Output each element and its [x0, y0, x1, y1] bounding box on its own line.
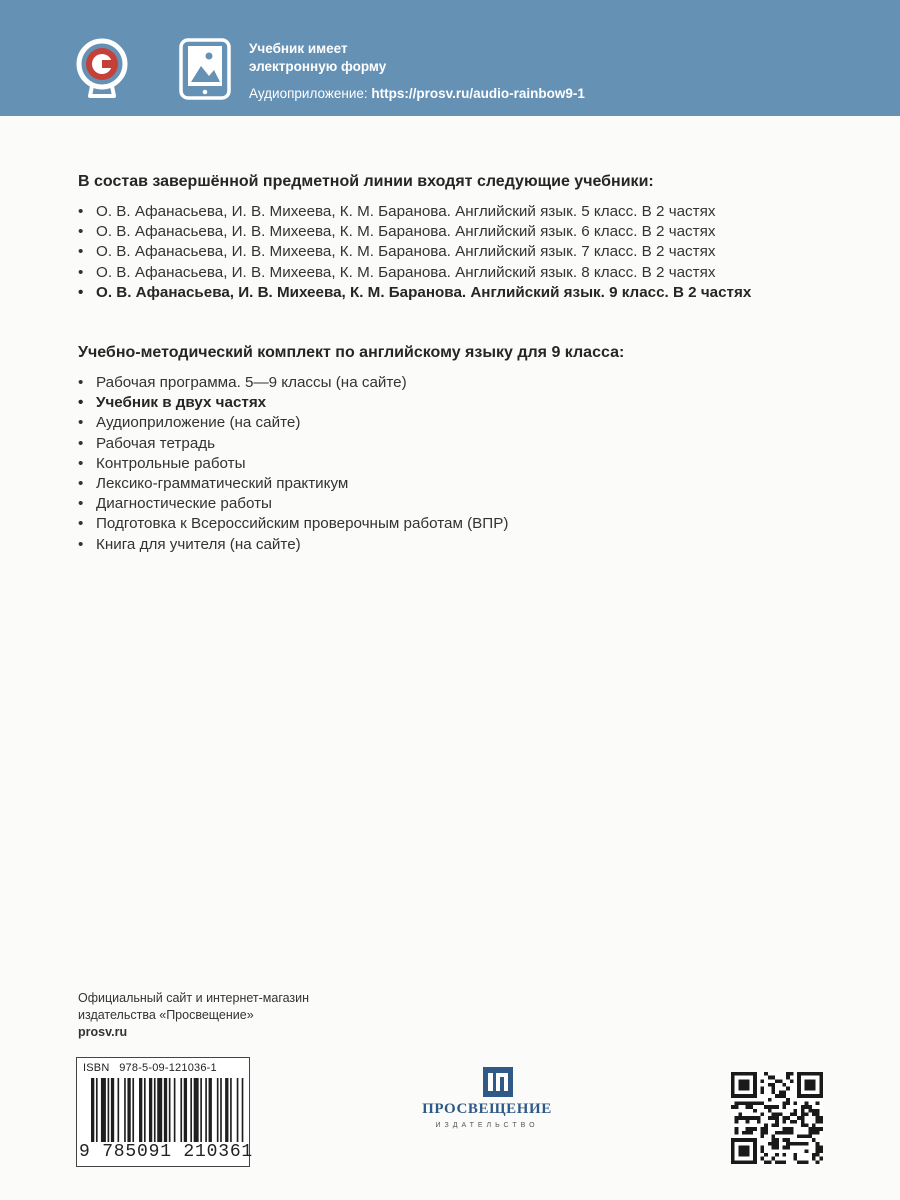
bullet-icon: • [78, 475, 84, 493]
isbn-barcode [76, 1057, 254, 1167]
bullet-icon: • [78, 515, 84, 533]
electronic-form-note [249, 40, 386, 76]
bullet-icon: • [78, 394, 84, 412]
list-item [78, 222, 868, 242]
barcode-digits: 9 785091 210361 [79, 1142, 254, 1162]
electronic-form-logo-icon [76, 38, 128, 98]
bullet-icon: • [78, 414, 84, 432]
audio-app-line [249, 86, 585, 101]
bullet-icon: • [78, 495, 84, 513]
list-item-text: О. В. Афанасьева, И. В. Михеева, К. М. Баранова. Английский язык. 6 класс. В 2 частях [96, 223, 716, 241]
list-item [78, 242, 868, 262]
list-item-text: Рабочая тетрадь [96, 434, 216, 452]
kit-list [78, 373, 868, 555]
list-item [78, 283, 868, 303]
list-item-text: Книга для учителя (на сайте) [96, 535, 301, 553]
list-item [78, 494, 868, 514]
list-item-text: Диагностические работы [96, 495, 272, 513]
publisher-site-link[interactable]: prosv.ru [78, 1025, 128, 1039]
series-heading: В состав завершённой предметной линии входят следующие учебники: [78, 173, 654, 190]
list-item [78, 514, 868, 534]
publisher-site-note [78, 990, 309, 1041]
audio-label: Аудиоприложение: [249, 86, 372, 101]
ef-line-2: электронную форму [249, 59, 387, 74]
list-item [78, 454, 868, 474]
header-band [0, 0, 900, 116]
list-item [78, 535, 868, 555]
isbn-label: ISBN 978-5-09-121036-1 [83, 1062, 217, 1074]
bullet-icon: • [78, 243, 84, 261]
bullet-icon: • [78, 223, 84, 241]
publisher-subtitle: ИЗДАТЕЛЬСТВО [435, 1122, 539, 1129]
bullet-icon: • [78, 454, 84, 472]
bullet-icon: • [78, 535, 84, 553]
list-item-text: О. В. Афанасьева, И. В. Михеева, К. М. Баранова. Английский язык. 9 класс. В 2 частях [96, 283, 752, 301]
list-item [78, 413, 868, 433]
list-item-text: Аудиоприложение (на сайте) [96, 414, 301, 432]
list-item-text: Лексико-грамматический практикум [96, 475, 349, 493]
bullet-icon: • [78, 374, 84, 391]
list-item-text: Учебник в двух частях [96, 394, 267, 412]
qr-code[interactable] [731, 1072, 823, 1164]
list-item-text: Подготовка к Всероссийским проверочным работам (ВПР) [96, 515, 509, 533]
kit-heading: Учебно-методический комплект по английскому языку для 9 класса: [78, 344, 625, 361]
footer-line-2: издательства «Просвещение» [78, 1008, 254, 1022]
list-item-text: О. В. Афанасьева, И. В. Михеева, К. М. Баранова. Английский язык. 7 класс. В 2 частях [96, 243, 716, 261]
list-item [78, 202, 868, 222]
footer-line-1: Официальный сайт и интернет-магазин [78, 991, 310, 1005]
bullet-icon: • [78, 203, 84, 220]
bullet-icon: • [78, 434, 84, 452]
list-item [78, 474, 868, 494]
publisher-logo [387, 1067, 587, 1137]
bullet-icon: • [78, 283, 84, 301]
ef-line-1: Учебник имеет [249, 41, 348, 56]
series-list [78, 202, 868, 303]
list-item-text: Контрольные работы [96, 454, 246, 472]
list-item [78, 434, 868, 454]
publisher-name: ПРОСВЕЩЕНИЕ [422, 1101, 552, 1117]
audio-url-link[interactable]: https://prosv.ru/audio-rainbow9-1 [371, 86, 585, 101]
publisher-mark-icon [483, 1067, 513, 1097]
bullet-icon: • [78, 263, 84, 281]
series-section [78, 172, 868, 303]
list-item [78, 393, 868, 413]
list-item-text: О. В. Афанасьева, И. В. Михеева, К. М. Баранова. Английский язык. 8 класс. В 2 частях [96, 263, 716, 281]
list-item-text: О. В. Афанасьева, И. В. Михеева, К. М. Баранова. Английский язык. 5 класс. В 2 частях [96, 203, 716, 220]
barcode-bars [91, 1078, 245, 1142]
list-item [78, 263, 868, 283]
list-item-text: Рабочая программа. 5—9 классы (на сайте) [96, 374, 407, 391]
kit-section [78, 343, 868, 555]
tablet-icon [179, 38, 231, 100]
list-item [78, 373, 868, 393]
